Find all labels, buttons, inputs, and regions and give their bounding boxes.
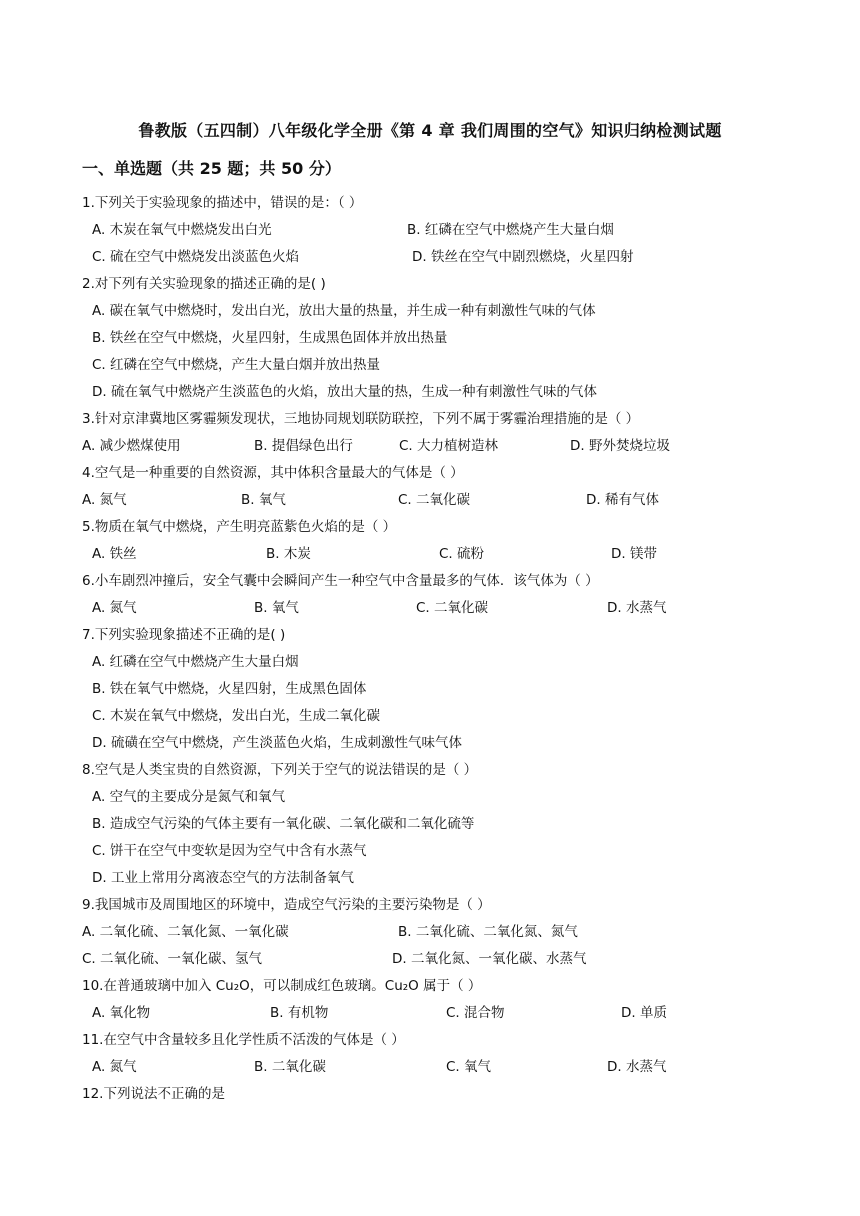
question-2-option-d: D. 硫在氧气中燃烧产生淡蓝色的火焰，放出大量的热，生成一种有刺激性气味的气体 bbox=[92, 384, 597, 400]
question-2-stem: 2.对下列有关实验现象的描述正确的是( ) bbox=[82, 276, 326, 292]
question-4-option-a: A. 氮气 bbox=[82, 492, 127, 508]
question-6-option-c: C. 二氧化碳 bbox=[416, 600, 489, 616]
question-3-option-d: D. 野外焚烧垃圾 bbox=[570, 438, 670, 454]
question-10-option-a: A. 氧化物 bbox=[92, 1005, 151, 1021]
question-1-option-b: B. 红磷在空气中燃烧产生大量白烟 bbox=[407, 222, 614, 238]
question-8-option-a: A. 空气的主要成分是氮气和氧气 bbox=[92, 789, 286, 805]
question-5-option-a: A. 铁丝 bbox=[92, 546, 137, 562]
question-10-option-d: D. 单质 bbox=[621, 1005, 667, 1021]
question-5-stem: 5.物质在氧气中燃烧，产生明亮蓝紫色火焰的是（ ） bbox=[82, 519, 397, 535]
question-1-stem: 1.下列关于实验现象的描述中，错误的是：（ ） bbox=[82, 195, 363, 211]
question-6-stem: 6.小车剧烈冲撞后，安全气囊中会瞬间产生一种空气中含量最多的气体．该气体为（ ） bbox=[82, 573, 599, 589]
question-11-option-d: D. 水蒸气 bbox=[607, 1059, 667, 1075]
question-6-option-b: B. 氧气 bbox=[254, 600, 299, 616]
question-5-option-d: D. 镁带 bbox=[611, 546, 657, 562]
question-10-option-c: C. 混合物 bbox=[446, 1005, 505, 1021]
question-2-option-c: C. 红磷在空气中燃烧，产生大量白烟并放出热量 bbox=[92, 357, 381, 373]
question-7-option-d: D. 硫磺在空气中燃烧，产生淡蓝色火焰，生成刺激性气味气体 bbox=[92, 735, 462, 751]
question-8-option-d: D. 工业上常用分离液态空气的方法制备氧气 bbox=[92, 870, 354, 886]
question-6-option-d: D. 水蒸气 bbox=[607, 600, 667, 616]
question-8-option-b: B. 造成空气污染的气体主要有一氧化碳、二氧化碳和二氧化硫等 bbox=[92, 816, 475, 832]
question-5-option-c: C. 硫粉 bbox=[439, 546, 485, 562]
question-8-stem: 8.空气是人类宝贵的自然资源，下列关于空气的说法错误的是（ ） bbox=[82, 762, 478, 778]
question-1-option-d: D. 铁丝在空气中剧烈燃烧，火星四射 bbox=[412, 249, 634, 265]
question-1-option-a: A. 木炭在氧气中燃烧发出白光 bbox=[92, 222, 272, 238]
question-12-stem: 12.下列说法不正确的是 bbox=[82, 1086, 225, 1102]
question-3-option-b: B. 提倡绿色出行 bbox=[254, 438, 353, 454]
question-9-option-c: C. 二氧化硫、一氧化碳、氢气 bbox=[82, 951, 263, 967]
question-3-option-c: C. 大力植树造林 bbox=[399, 438, 499, 454]
question-9-option-d: D. 二氧化氮、一氧化碳、水蒸气 bbox=[392, 951, 587, 967]
question-1-option-c: C. 硫在空气中燃烧发出淡蓝色火焰 bbox=[92, 249, 300, 265]
question-9-option-b: B. 二氧化硫、二氧化氮、氮气 bbox=[398, 924, 578, 940]
question-6-option-a: A. 氮气 bbox=[92, 600, 137, 616]
question-11-stem: 11.在空气中含量较多且化学性质不活泼的气体是（ ） bbox=[82, 1032, 405, 1048]
question-3-stem: 3.针对京津冀地区雾霾频发现状，三地协同规划联防联控，下列不属于雾霾治理措施的是（ ） bbox=[82, 411, 640, 427]
question-7-stem: 7.下列实验现象描述不正确的是( ) bbox=[82, 627, 286, 643]
question-4-option-d: D. 稀有气体 bbox=[586, 492, 659, 508]
question-10-option-b: B. 有机物 bbox=[270, 1005, 329, 1021]
question-11-option-c: C. 氧气 bbox=[446, 1059, 492, 1075]
question-2-option-b: B. 铁丝在空气中燃烧，火星四射，生成黑色固体并放出热量 bbox=[92, 330, 448, 346]
question-11-option-b: B. 二氧化碳 bbox=[254, 1059, 326, 1075]
question-7-option-a: A. 红磷在空气中燃烧产生大量白烟 bbox=[92, 654, 299, 670]
question-4-stem: 4.空气是一种重要的自然资源，其中体积含量最大的气体是（ ） bbox=[82, 465, 464, 481]
question-3-option-a: A. 减少燃煤使用 bbox=[82, 438, 181, 454]
question-9-option-a: A. 二氧化硫、二氧化氮、一氧化碳 bbox=[82, 924, 289, 940]
question-11-option-a: A. 氮气 bbox=[92, 1059, 137, 1075]
question-4-option-b: B. 氧气 bbox=[241, 492, 286, 508]
question-7-option-b: B. 铁在氧气中燃烧，火星四射，生成黑色固体 bbox=[92, 681, 367, 697]
question-7-option-c: C. 木炭在氧气中燃烧，发出白光，生成二氧化碳 bbox=[92, 708, 381, 724]
question-4-option-c: C. 二氧化碳 bbox=[398, 492, 471, 508]
question-10-stem: 10.在普通玻璃中加入 Cu₂O，可以制成红色玻璃。Cu₂O 属于（ ） bbox=[82, 978, 482, 994]
question-2-option-a: A. 碳在氧气中燃烧时，发出白光，放出大量的热量，并生成一种有刺激性气味的气体 bbox=[92, 303, 596, 319]
question-9-stem: 9.我国城市及周围地区的环境中，造成空气污染的主要污染物是（ ） bbox=[82, 897, 491, 913]
section-heading: 一、单选题（共 25 题；共 50 分） bbox=[82, 159, 341, 178]
page-title: 鲁教版（五四制）八年级化学全册《第 4 章 我们周围的空气》知识归纳检测试题 bbox=[138, 121, 722, 140]
question-5-option-b: B. 木炭 bbox=[266, 546, 311, 562]
question-8-option-c: C. 饼干在空气中变软是因为空气中含有水蒸气 bbox=[92, 843, 367, 859]
